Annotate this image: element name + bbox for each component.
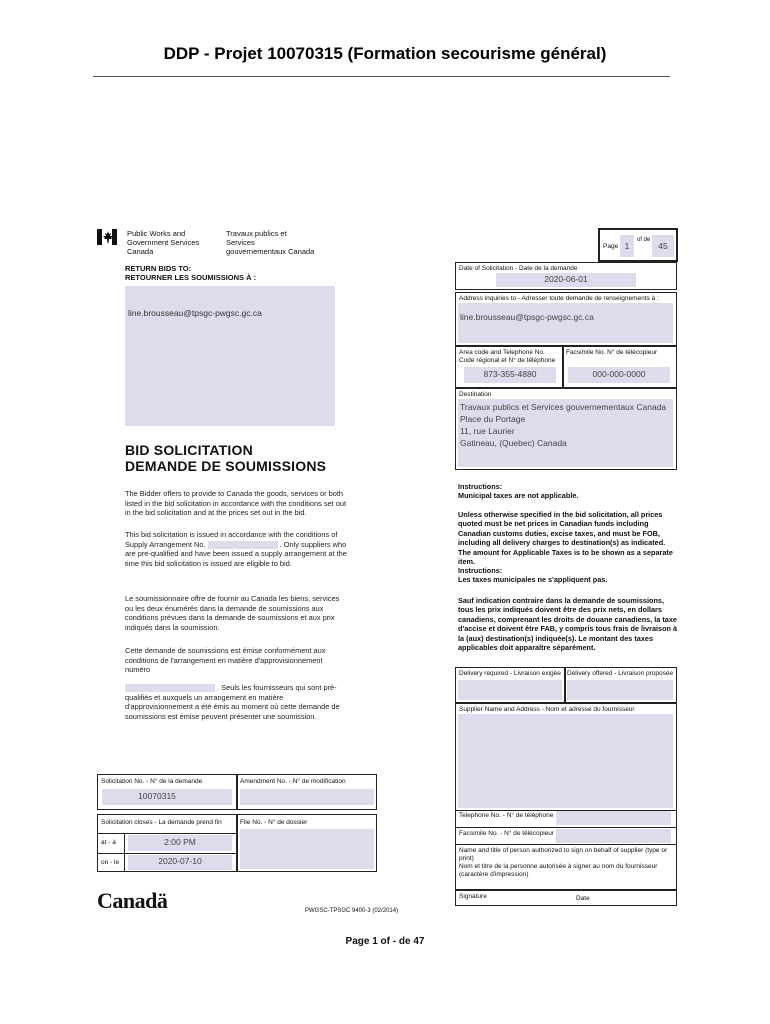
- supply-arrangement-number-field[interactable]: [208, 541, 278, 549]
- signature-label: Signature: [459, 893, 487, 900]
- solicitation-date-value: 2020-06-01: [544, 274, 588, 284]
- return-bids-label: RETURN BIDS TO: RETOURNER LES SOUMISSIONS À :: [125, 264, 257, 282]
- solicitation-number-box: Solicitation No. - N° de la demande Amendment No. - N° de modification 10070315: [97, 774, 377, 810]
- canada-flag-icon: [97, 229, 117, 245]
- bid-solicitation-heading: BID SOLICITATION DEMANDE DE SOUMISSIONS: [125, 442, 327, 474]
- destination-address: Travaux publics et Services gouvernementaux Canada Place du Portage 11, rue Laurier Gatineau, (Quebec) Canada: [460, 402, 667, 448]
- address-inquiries-box: Address inquiries to - Adresser toute demande de renseignements à : line.brousseau@tpsgc-pwgsc.gc.ca: [455, 292, 677, 346]
- phone-fax-box: Area code and Telephone No. Code régional et N° de téléphone Facsimile No. N° de télécopieur 873-355-4880 000-000-0000: [455, 346, 677, 388]
- bid-solicitation-form: [93, 220, 683, 920]
- department-name-en: Public Works and Government Services Canada: [127, 229, 200, 256]
- closing-date-box: Solicitation closes - La demande prend fin File No. - N° de dossier at - à 2:00 PM on - le 2020-07-10: [97, 814, 377, 872]
- bidder-offer-text-fr: Le soumissionnaire offre de fournir au Canada les biens, services ou les deux énumérés dans la demande de soumissions aux conditions prévues dans la demande de soumissions et aux prix indiqués dans la soumission.: [125, 594, 340, 632]
- form-code: PWGSC-TPSGC 9400-3 (02/2014): [305, 908, 399, 914]
- solicitation-date-box: Date of Solicitation - Date de la demande 2020-06-01: [455, 262, 677, 290]
- delivery-required-field[interactable]: [458, 680, 562, 700]
- supply-arrangement-text-fr-cont: . Seuls les fournisseurs qui sont pré-qualifiés et auxquels un arrangement en matière d'approvisionnement a été émis au moment où cette demande de soumissions est émise peuvent présenter une soumission.: [125, 683, 340, 721]
- supply-arrangement-text-en: This bid solicitation is issued in accordance with the conditions of Supply Arrangement No. . Only suppliers who are pre-qualified and have been issued a supply arrangement at the time this bid solicitation is issued are eligible to bid.: [125, 530, 347, 568]
- address-inquiries-field[interactable]: [458, 303, 673, 343]
- supply-arrangement-text-fr: Cette demande de soumissions est émise conformément aux conditions de l'arrangement en matière d'approvisionnement numéro: [125, 646, 326, 674]
- closing-time-value: 2:00 PM: [164, 837, 196, 847]
- instructions-fr: Instructions: Les taxes municipales ne s'appliquent pas.: [458, 566, 608, 585]
- document-title: DDP - Projet 10070315 (Formation secourisme général): [163, 44, 607, 63]
- file-number-field[interactable]: [240, 829, 374, 869]
- page-of-label: of de: [637, 237, 651, 243]
- page-total: 45: [652, 235, 674, 257]
- delivery-box: Delivery required - Livraison exigée Delivery offered - Livraison proposée: [455, 667, 677, 703]
- amendment-number-field[interactable]: [240, 789, 374, 805]
- delivery-offered-field[interactable]: [567, 680, 673, 700]
- return-bids-field[interactable]: [125, 286, 335, 426]
- bidder-offer-text-en: The Bidder offers to provide to Canada the goods, services or both listed in the bid solicitation in accordance with the conditions set out in the bid solicitation and at the prices set out in the bid.: [125, 489, 347, 517]
- supplier-phone-field[interactable]: [556, 811, 671, 825]
- page-number: 1: [620, 235, 634, 257]
- address-inquiries-email: line.brousseau@tpsgc-pwgsc.gc.ca: [460, 312, 594, 322]
- solicitation-number-value: 10070315: [138, 791, 176, 801]
- supplier-box: Supplier Name and Address - Nom et adresse du fournisseur Telephone No. - N° de téléphone Facsimile No. - N° de télécopieur: [455, 703, 677, 847]
- page-footer: Page 1 of - de 47: [345, 936, 425, 947]
- page-counter: Page 1 of de 45: [598, 228, 678, 262]
- title-divider: [93, 76, 670, 77]
- phone-value: 873-355-4880: [483, 369, 537, 379]
- supplier-name-address-field[interactable]: [458, 714, 673, 808]
- return-email: line.brousseau@tpsgc-pwgsc.gc.ca: [128, 308, 262, 318]
- pricing-instructions-en: Unless otherwise specified in the bid solicitation, all prices quoted must be net prices in Canadian funds including Canadian customs duties, excise taxes, and must be FOB, including all delivery charges to destination(s) as indicated. The amount for Applicable Taxes is to be shown as a separate item.: [458, 510, 673, 567]
- department-name-fr: Travaux publics et Services gouvernementaux Canada: [226, 229, 315, 256]
- arrangement-number-field-fr[interactable]: [125, 684, 215, 692]
- signature-date-label: Date: [576, 895, 590, 902]
- destination-box: Destination Travaux publics et Services gouvernementaux Canada Place du Portage 11, rue Laurier Gatineau, (Quebec) Canada: [455, 388, 677, 470]
- supplier-fax-field[interactable]: [556, 829, 671, 843]
- fax-value: 000-000-0000: [592, 369, 646, 379]
- instructions-en: Instructions: Municipal taxes are not applicable.: [458, 482, 579, 501]
- pricing-instructions-fr: Sauf indication contraire dans la demande de soumissions, tous les prix indiqués doivent être des prix nets, en dollars canadiens, comprenant les droits de douane canadiens, la taxe d'accise et doivent être FAB, y compris tous frais de livraison à la (aux) destination(s) indiquée(s). Le montant des taxes applicables doit apparaître séparément.: [458, 596, 678, 653]
- canada-wordmark: Canadä: [97, 888, 168, 913]
- signature-box: Name and title of person authorized to sign on behalf of supplier (type or print) Nom et titre de la personne autorisée à signer au nom du fournisseur (caractère d'impression) Signature Date: [455, 844, 677, 906]
- closing-date-value: 2020-07-10: [158, 856, 202, 866]
